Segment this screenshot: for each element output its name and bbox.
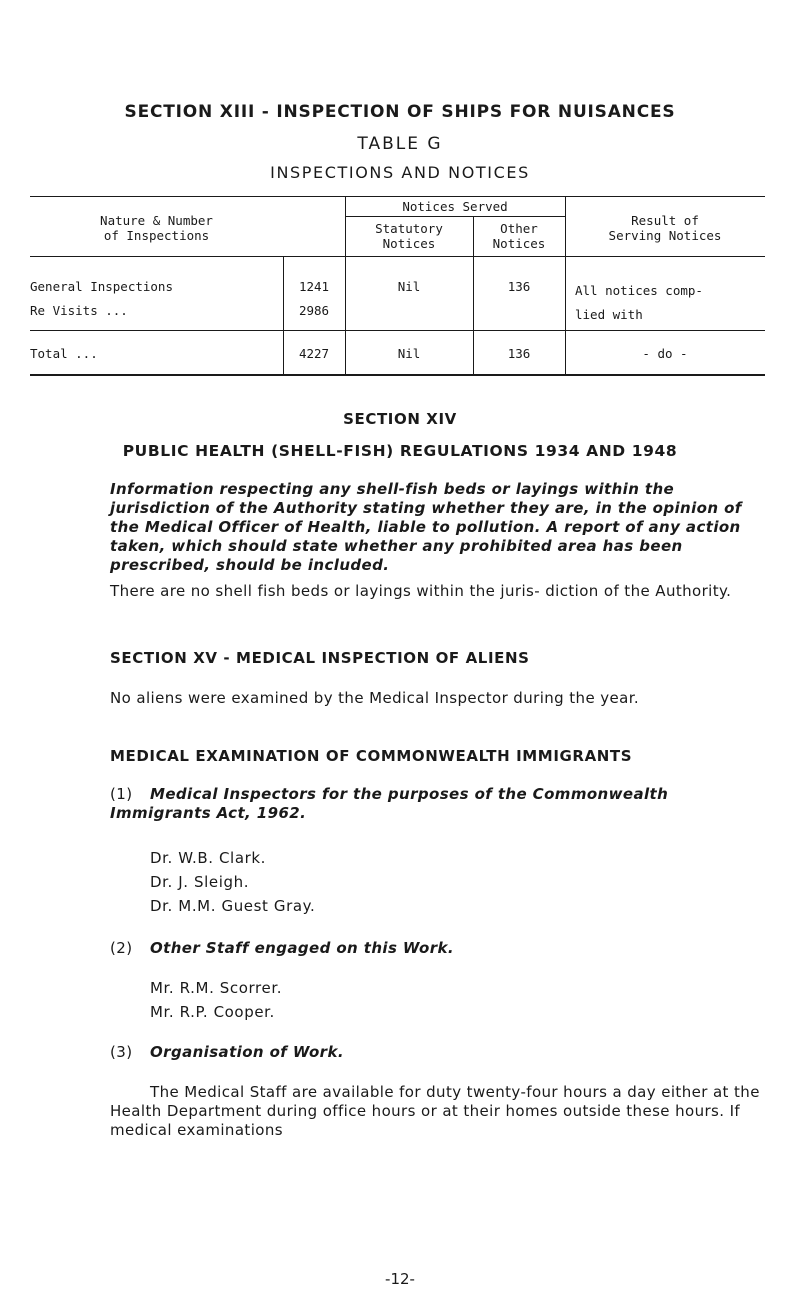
row-revisits-number: 2986	[298, 303, 330, 318]
item-3-text: Organisation of Work.	[150, 1043, 344, 1061]
row-general-label: General Inspections	[30, 279, 173, 294]
commonwealth-heading: MEDICAL EXAMINATION OF COMMONWEALTH IMMIGRANTS	[110, 747, 633, 765]
doctor-3: Dr. M.M. Guest Gray.	[150, 897, 316, 915]
row-revisits-label: Re Visits ...	[30, 303, 128, 318]
row-general-number: 1241	[298, 279, 330, 294]
item-2	[110, 939, 760, 958]
item-3	[110, 1043, 760, 1062]
total-other: 136	[507, 346, 531, 361]
total-number: 4227	[298, 346, 330, 361]
header-statutory: Statutory Notices	[375, 221, 443, 251]
item-1	[110, 785, 760, 823]
item-3-number: (3)	[110, 1043, 133, 1061]
header-other: Other Notices	[492, 221, 546, 251]
header-result: Result of Serving Notices	[608, 213, 722, 243]
item-1-number: (1)	[110, 785, 133, 803]
section-13-heading: SECTION XIII - INSPECTION OF SHIPS FOR NUISANCES	[124, 102, 676, 122]
result-value: All notices comp- lied with	[575, 283, 703, 322]
doctor-1: Dr. W.B. Clark.	[150, 849, 267, 867]
item-1-text: Medical Inspectors for the purposes of the Commonwealth Immigrants Act, 1962.	[110, 785, 669, 822]
doctor-2: Dr. J. Sleigh.	[150, 873, 250, 891]
statutory-value: Nil	[397, 279, 421, 294]
aliens-body: No aliens were examined by the Medical Inspector during the year.	[110, 689, 640, 707]
shell-fish-body: There are no shell fish beds or layings within the juris- diction of the Authority.	[110, 582, 732, 600]
table-g-heading: TABLE G	[357, 134, 443, 154]
header-nature: Nature & Number of Inspections	[100, 213, 213, 243]
total-statutory: Nil	[397, 346, 421, 361]
organisation-body: The Medical Staff are available for duty twenty-four hours a day either at the Health Department during office hours or at their homes outside these hours. If medical examinations	[110, 1083, 760, 1139]
shell-fish-heading: PUBLIC HEALTH (SHELL-FISH) REGULATIONS 1934 AND 1948	[122, 442, 678, 460]
other-value: 136	[507, 279, 531, 294]
header-notices-served: Notices Served	[402, 199, 508, 214]
staff-2: Mr. R.P. Cooper.	[150, 1003, 275, 1021]
total-label: Total ...	[30, 346, 98, 361]
table-g	[0, 0, 800, 400]
item-2-text: Other Staff engaged on this Work.	[150, 939, 454, 957]
section-14-heading: SECTION XIV	[343, 410, 457, 428]
staff-1: Mr. R.M. Scorrer.	[150, 979, 283, 997]
inspections-heading: INSPECTIONS AND NOTICES	[270, 163, 530, 182]
item-2-number: (2)	[110, 939, 133, 957]
section-15-heading: SECTION XV - MEDICAL INSPECTION OF ALIENS	[110, 649, 530, 667]
shell-fish-intro: Information respecting any shell-fish beds or layings within the jurisdiction of the Authority stating whether they are, in the opinion of the Medical Officer of Health, liable to pollution. A report of any action taken, which should state whether any prohibited area has been prescribed, should be included.	[110, 480, 742, 574]
page-number: -12-	[385, 1270, 415, 1288]
total-result: - do -	[642, 346, 688, 361]
